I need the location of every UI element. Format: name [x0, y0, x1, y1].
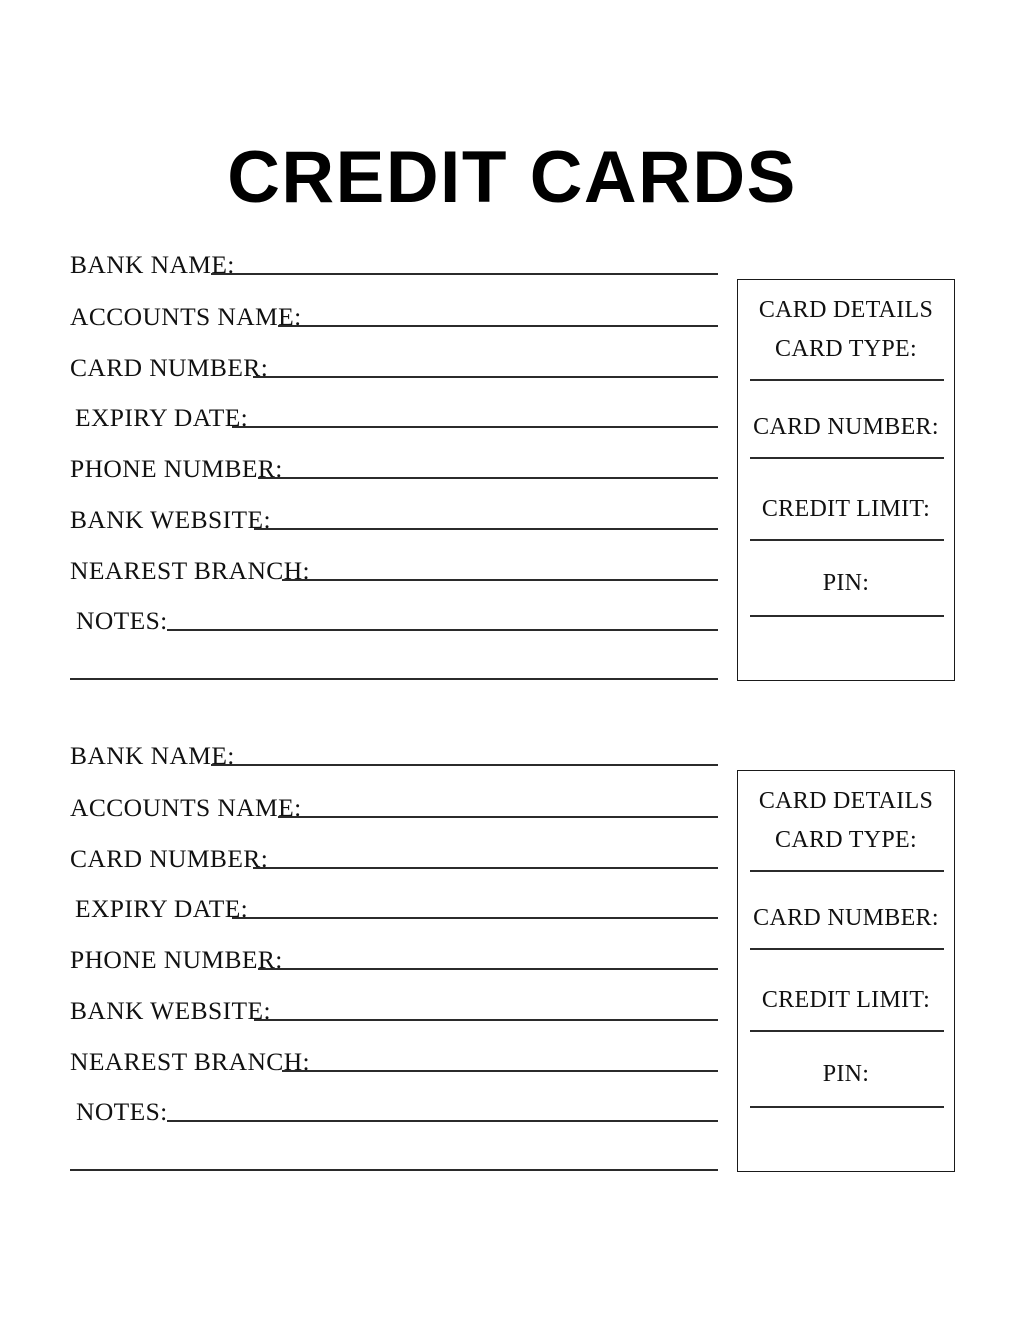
field-label-phone-number: PHONE NUMBER:: [70, 945, 283, 974]
card-details-field-card-type: [738, 335, 954, 363]
field-label-accounts-name: ACCOUNTS NAME:: [70, 302, 302, 331]
field-row-notes: [0, 1093, 740, 1127]
card-details-input-card-type[interactable]: [750, 870, 944, 872]
card-details-label-card-type: CARD TYPE:: [775, 336, 917, 362]
field-input-accounts-name[interactable]: [278, 816, 718, 818]
field-input-notes[interactable]: [167, 629, 718, 631]
card-details-label-card-number: CARD NUMBER:: [753, 905, 939, 931]
field-row-bank-website: [0, 501, 740, 535]
card-details-field-credit-limit: [738, 495, 954, 523]
field-row-accounts-name: [0, 298, 740, 332]
field-label-card-number: CARD NUMBER:: [70, 353, 269, 382]
field-label-bank-name: BANK NAME:: [70, 250, 235, 279]
card-details-field-credit-limit: [738, 986, 954, 1014]
field-row-bank-website: [0, 992, 740, 1026]
card-details-field-pin: [738, 569, 954, 597]
field-input-bank-website[interactable]: [254, 528, 718, 530]
card-details-field-card-type: [738, 826, 954, 854]
card-details-input-card-type[interactable]: [750, 379, 944, 381]
field-input-bank-name[interactable]: [211, 273, 718, 275]
card-details-input-pin[interactable]: [750, 1106, 944, 1108]
card-details-label-pin: PIN:: [822, 570, 870, 596]
field-row-bank-name: [0, 246, 740, 280]
card-details-input-card-number[interactable]: [750, 457, 944, 459]
field-row-phone-number: [0, 450, 740, 484]
field-label-phone-number: PHONE NUMBER:: [70, 454, 283, 483]
field-input-nearest-branch[interactable]: [282, 579, 718, 581]
field-input-bank-website[interactable]: [254, 1019, 718, 1021]
field-input-notes-continuation[interactable]: [70, 1169, 718, 1171]
field-row-card-number: [0, 840, 740, 874]
field-label-notes: NOTES:: [76, 1097, 168, 1126]
card-details-label-card-type: CARD TYPE:: [775, 827, 917, 853]
card-details-label-pin: PIN:: [822, 1061, 870, 1087]
field-row-card-number: [0, 349, 740, 383]
field-label-bank-website: BANK WEBSITE:: [70, 996, 271, 1025]
field-row-nearest-branch: [0, 1043, 740, 1077]
card-details-input-credit-limit[interactable]: [750, 1030, 944, 1032]
page-title: CREDIT CARDS: [227, 136, 797, 218]
card-details-input-card-number[interactable]: [750, 948, 944, 950]
field-input-nearest-branch[interactable]: [282, 1070, 718, 1072]
field-label-expiry-date: EXPIRY DATE:: [75, 403, 249, 432]
field-label-notes: NOTES:: [76, 606, 168, 635]
field-input-expiry-date[interactable]: [232, 917, 718, 919]
card-details-label-credit-limit: CREDIT LIMIT:: [761, 496, 931, 522]
field-row-expiry-date: [0, 399, 740, 433]
field-input-notes-continuation[interactable]: [70, 678, 718, 680]
field-label-bank-website: BANK WEBSITE:: [70, 505, 271, 534]
field-row-nearest-branch: [0, 552, 740, 586]
field-input-notes[interactable]: [167, 1120, 718, 1122]
card-details-field-card-number: [738, 413, 954, 441]
card-details-box: [737, 770, 955, 1172]
card-details-field-card-number: [738, 904, 954, 932]
card-details-label-card-number: CARD NUMBER:: [753, 414, 939, 440]
field-input-bank-name[interactable]: [211, 764, 718, 766]
card-details-field-pin: [738, 1060, 954, 1088]
field-label-nearest-branch: NEAREST BRANCH:: [70, 556, 311, 585]
card-details-input-pin[interactable]: [750, 615, 944, 617]
field-label-bank-name: BANK NAME:: [70, 741, 235, 770]
field-row-phone-number: [0, 941, 740, 975]
field-input-phone-number[interactable]: [258, 477, 718, 479]
field-input-phone-number[interactable]: [258, 968, 718, 970]
card-details-title: CARD DETAILS: [758, 297, 934, 323]
field-input-expiry-date[interactable]: [232, 426, 718, 428]
field-label-expiry-date: EXPIRY DATE:: [75, 894, 249, 923]
field-row-notes: [0, 602, 740, 636]
field-row-expiry-date: [0, 890, 740, 924]
field-label-accounts-name: ACCOUNTS NAME:: [70, 793, 302, 822]
card-details-box: [737, 279, 955, 681]
field-label-nearest-branch: NEAREST BRANCH:: [70, 1047, 311, 1076]
field-input-card-number[interactable]: [253, 376, 718, 378]
card-details-label-credit-limit: CREDIT LIMIT:: [761, 987, 931, 1013]
field-label-card-number: CARD NUMBER:: [70, 844, 269, 873]
card-details-title: CARD DETAILS: [758, 788, 934, 814]
field-row-bank-name: [0, 737, 740, 771]
field-input-accounts-name[interactable]: [278, 325, 718, 327]
field-input-card-number[interactable]: [253, 867, 718, 869]
field-row-accounts-name: [0, 789, 740, 823]
card-details-input-credit-limit[interactable]: [750, 539, 944, 541]
